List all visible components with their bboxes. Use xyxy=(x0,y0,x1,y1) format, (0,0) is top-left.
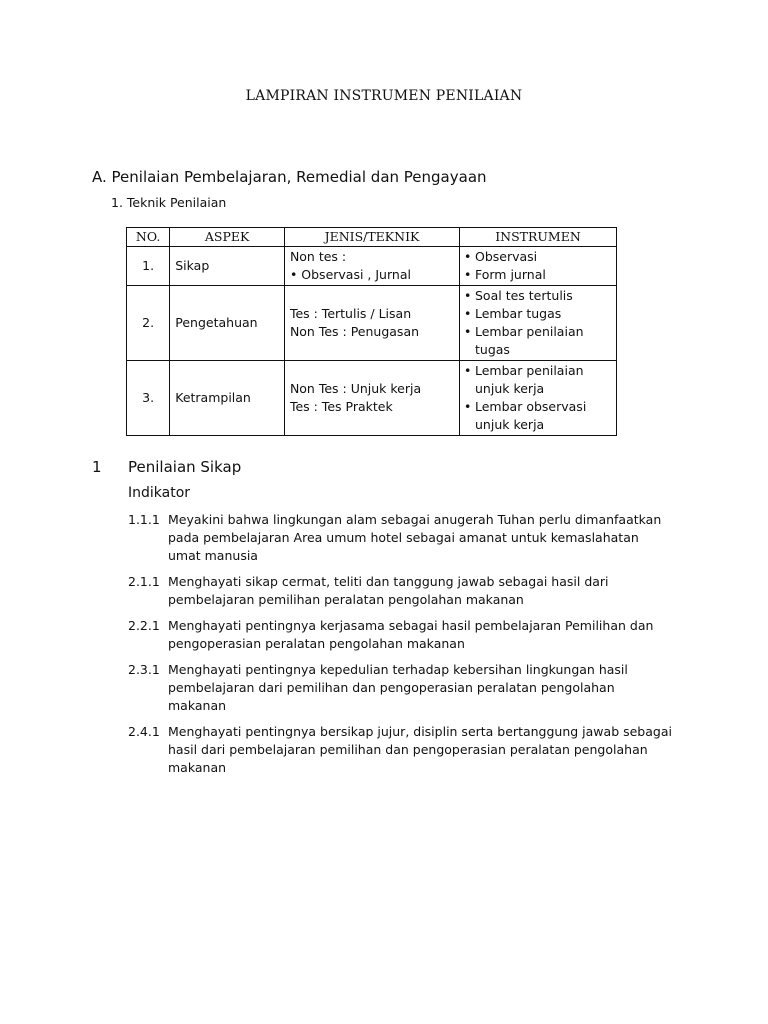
table-row xyxy=(127,247,617,286)
cell-no: 2. xyxy=(127,286,170,361)
cell-jenis xyxy=(284,247,459,286)
cell-instrumen xyxy=(460,286,617,361)
cell-instrumen xyxy=(460,361,617,436)
instrumen-item: • Lembar tugas xyxy=(465,305,611,323)
table-header-row xyxy=(127,228,617,247)
cell-no: 1. xyxy=(127,247,170,286)
indicator-text: Menghayati pentingnya bersikap jujur, disiplin serta bertanggung jawab sebagai hasil dari pembelajaran pemilihan dan pengoperasian peralatan pengolahan makanan xyxy=(168,724,672,775)
indicator-code: 2.2.1 xyxy=(128,618,160,633)
list-item xyxy=(128,617,673,653)
jenis-line: Non tes : xyxy=(289,249,347,264)
jenis-line: Tes : Tes Praktek xyxy=(289,399,393,414)
instrumen-item: • Observasi xyxy=(465,248,611,266)
indicator-code: 1.1.1 xyxy=(128,512,160,527)
table-row xyxy=(127,361,617,436)
section-1-title: Penilaian Sikap xyxy=(128,458,242,476)
list-item xyxy=(128,511,673,565)
cell-aspek: Sikap xyxy=(170,247,285,286)
indikator-label: Indikator xyxy=(128,485,191,501)
header-instrumen: INSTRUMEN xyxy=(460,228,617,247)
section-a-heading: A. Penilaian Pembelajaran, Remedial dan Pengayaan xyxy=(92,168,487,186)
assessment-technique-table xyxy=(126,227,617,436)
indicator-code: 2.3.1 xyxy=(128,662,160,677)
instrumen-item: • Lembar penilaian unjuk kerja xyxy=(465,362,611,398)
cell-no: 3. xyxy=(127,361,170,436)
list-item xyxy=(128,723,673,777)
instrumen-item: • Lembar penilaian tugas xyxy=(465,323,611,359)
cell-aspek: Ketrampilan xyxy=(170,361,285,436)
cell-instrumen xyxy=(460,247,617,286)
header-no: NO. xyxy=(127,228,170,247)
indicator-text: Menghayati sikap cermat, teliti dan tanggung jawab sebagai hasil dari pembelajaran pemilihan peralatan pengolahan makanan xyxy=(168,574,609,607)
indicator-list xyxy=(128,511,673,785)
cell-jenis xyxy=(284,361,459,436)
indicator-code: 2.4.1 xyxy=(128,724,160,739)
jenis-line: • Observasi , Jurnal xyxy=(289,267,411,282)
page-title: LAMPIRAN INSTRUMEN PENILAIAN xyxy=(245,88,523,104)
instrumen-item: • Form jurnal xyxy=(465,266,611,284)
indicator-text: Menghayati pentingnya kepedulian terhadap kebersihan lingkungan hasil pembelajaran dari pemilihan dan pengoperasian peralatan pengolahan makanan xyxy=(168,662,628,713)
header-jenis-teknik: JENIS/TEKNIK xyxy=(284,228,459,247)
indicator-code: 2.1.1 xyxy=(128,574,160,589)
section-1-number: 1 xyxy=(92,458,102,476)
list-item xyxy=(128,661,673,715)
jenis-line: Non Tes : Unjuk kerja xyxy=(289,381,422,396)
instrumen-item: • Lembar observasi unjuk kerja xyxy=(465,398,611,434)
indicator-text: Meyakini bahwa lingkungan alam sebagai anugerah Tuhan perlu dimanfaatkan pada pembelajaran Area umum hotel sebagai amanat untuk kemaslahatan umat manusia xyxy=(168,512,662,563)
table-row xyxy=(127,286,617,361)
jenis-line: Non Tes : Penugasan xyxy=(289,324,420,339)
cell-aspek: Pengetahuan xyxy=(170,286,285,361)
cell-jenis xyxy=(284,286,459,361)
list-item xyxy=(128,573,673,609)
indicator-text: Menghayati pentingnya kerjasama sebagai hasil pembelajaran Pemilihan dan pengoperasian peralatan pengolahan makanan xyxy=(168,618,654,651)
instrumen-item: • Soal tes tertulis xyxy=(465,287,611,305)
header-aspek: ASPEK xyxy=(170,228,285,247)
subsection-heading: 1. Teknik Penilaian xyxy=(111,195,227,210)
jenis-line: Tes : Tertulis / Lisan xyxy=(289,306,412,321)
